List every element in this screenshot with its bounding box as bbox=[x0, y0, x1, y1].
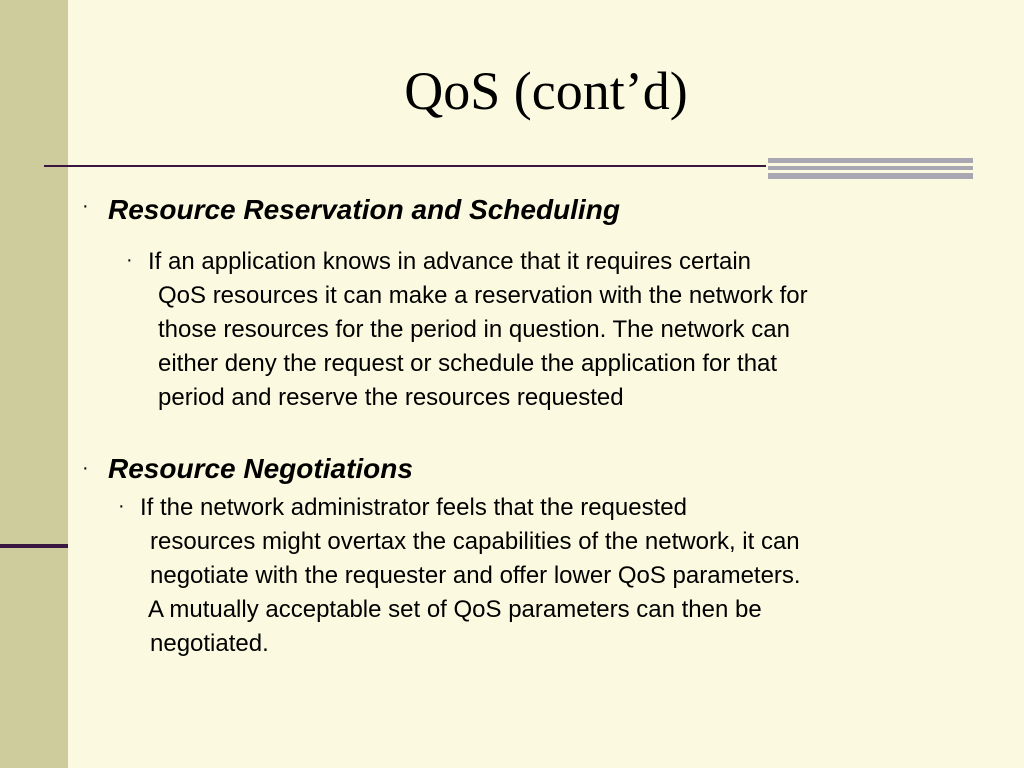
body-line: negotiate with the requester and offer lower QoS parameters. bbox=[150, 562, 801, 589]
body-line: period and reserve the resources requested bbox=[158, 384, 624, 411]
body-line: either deny the request or schedule the application for that bbox=[158, 350, 778, 377]
body-line: A mutually acceptable set of QoS parameters can then be bbox=[148, 596, 762, 623]
section-body-negotiations bbox=[140, 491, 801, 661]
body-line: If the network administrator feels that the requested bbox=[140, 494, 687, 521]
sub-bullet-dot: · bbox=[126, 249, 133, 271]
section-heading-negotiations: Resource Negotiations bbox=[108, 453, 413, 484]
bullet-dot: · bbox=[82, 195, 89, 217]
body-line: negotiated. bbox=[150, 630, 269, 657]
body-line: QoS resources it can make a reservation with the network for bbox=[158, 282, 808, 309]
body-line: resources might overtax the capabilities of the network, it can bbox=[150, 528, 800, 555]
body-line: those resources for the period in question. The network can bbox=[158, 316, 790, 343]
sub-bullet-dot: · bbox=[118, 495, 125, 517]
slide-title: QoS (cont’d) bbox=[404, 61, 688, 121]
section-heading-reservation: Resource Reservation and Scheduling bbox=[108, 194, 620, 225]
section-body-reservation bbox=[148, 245, 808, 415]
bullet-dot: · bbox=[82, 457, 89, 479]
body-line: If an application knows in advance that it requires certain bbox=[148, 248, 752, 275]
